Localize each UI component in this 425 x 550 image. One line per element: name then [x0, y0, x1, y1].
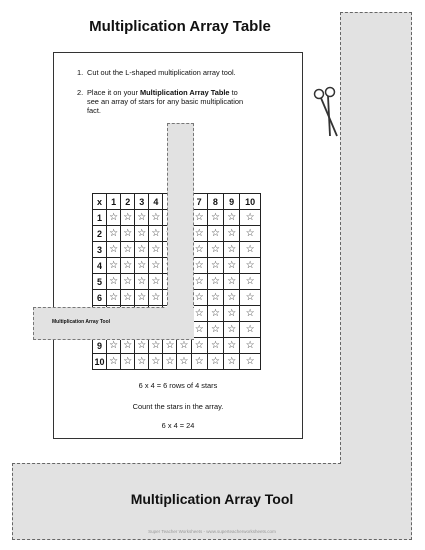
- star-cell: ☆: [224, 290, 240, 306]
- star-cell: ☆: [107, 226, 121, 242]
- star-cell: ☆: [149, 258, 163, 274]
- star-cell: ☆: [240, 290, 261, 306]
- star-cell: ☆: [207, 306, 223, 322]
- row-header: 3: [93, 242, 107, 258]
- column-header: 10: [240, 194, 261, 210]
- column-header: 7: [191, 194, 207, 210]
- star-cell: ☆: [224, 274, 240, 290]
- star-cell: ☆: [149, 354, 163, 370]
- star-cell: ☆: [240, 242, 261, 258]
- star-cell: ☆: [207, 322, 223, 338]
- star-cell: ☆: [207, 258, 223, 274]
- star-cell: ☆: [121, 210, 135, 226]
- column-header: 3: [135, 194, 149, 210]
- star-cell: ☆: [135, 338, 149, 354]
- star-cell: ☆: [107, 258, 121, 274]
- instruction-number: 2.: [77, 88, 84, 97]
- cutout-tool-vertical-arm[interactable]: [340, 12, 412, 475]
- star-cell: ☆: [207, 226, 223, 242]
- star-cell: ☆: [107, 242, 121, 258]
- star-cell: ☆: [224, 338, 240, 354]
- star-cell: ☆: [135, 210, 149, 226]
- table-corner-cell: x: [93, 194, 107, 210]
- instruction-2: [77, 88, 292, 118]
- star-cell: ☆: [191, 322, 207, 338]
- star-cell: ☆: [240, 306, 261, 322]
- star-cell: ☆: [240, 258, 261, 274]
- row-header: 2: [93, 226, 107, 242]
- star-cell: ☆: [191, 338, 207, 354]
- row-header: 4: [93, 258, 107, 274]
- star-cell: ☆: [224, 210, 240, 226]
- instruction-text-post: to: [229, 88, 238, 97]
- star-cell: ☆: [191, 290, 207, 306]
- star-cell: ☆: [163, 338, 177, 354]
- column-header: 8: [207, 194, 223, 210]
- column-header: 2: [121, 194, 135, 210]
- star-cell: ☆: [207, 274, 223, 290]
- star-cell: ☆: [107, 290, 121, 306]
- column-header: 4: [149, 194, 163, 210]
- star-cell: ☆: [121, 258, 135, 274]
- star-cell: ☆: [149, 290, 163, 306]
- instruction-text: Cut out the L-shaped multiplication array tool.: [87, 68, 236, 77]
- array-tool-label: Multiplication Array Tool: [52, 319, 111, 325]
- star-cell: ☆: [149, 242, 163, 258]
- star-cell: ☆: [224, 322, 240, 338]
- column-header: 1: [107, 194, 121, 210]
- table-row: [93, 354, 261, 370]
- star-cell: ☆: [191, 226, 207, 242]
- star-cell: ☆: [135, 274, 149, 290]
- star-cell: ☆: [149, 338, 163, 354]
- star-cell: ☆: [135, 290, 149, 306]
- star-cell: ☆: [207, 210, 223, 226]
- cutout-tool-corner: [341, 462, 411, 465]
- star-cell: ☆: [191, 274, 207, 290]
- star-cell: ☆: [107, 338, 121, 354]
- star-cell: ☆: [191, 258, 207, 274]
- row-header: 6: [93, 290, 107, 306]
- footer-credit: Super Teacher Worksheets - www.superteacherworksheets.com: [148, 529, 276, 534]
- star-cell: ☆: [191, 306, 207, 322]
- equation-caption: 6 x 4 = 6 rows of 4 stars: [138, 381, 218, 390]
- instruction-text-bold: Multiplication Array Table: [140, 88, 230, 97]
- star-cell: ☆: [191, 354, 207, 370]
- star-cell: ☆: [107, 354, 121, 370]
- star-cell: ☆: [191, 210, 207, 226]
- star-cell: ☆: [224, 354, 240, 370]
- result-caption: 6 x 4 = 24: [161, 421, 195, 430]
- page-title: Multiplication Array Table: [89, 18, 271, 35]
- star-cell: ☆: [121, 226, 135, 242]
- star-cell: ☆: [207, 290, 223, 306]
- star-cell: ☆: [107, 274, 121, 290]
- instruction-text: [87, 88, 238, 97]
- row-header: 9: [93, 338, 107, 354]
- star-cell: ☆: [135, 242, 149, 258]
- instruction-text-line: see an array of stars for any basic multiplication: [87, 97, 244, 106]
- star-cell: ☆: [121, 354, 135, 370]
- star-cell: ☆: [224, 242, 240, 258]
- scissors-icon: [313, 86, 341, 142]
- row-header: 5: [93, 274, 107, 290]
- star-cell: ☆: [224, 258, 240, 274]
- star-cell: ☆: [240, 322, 261, 338]
- star-cell: ☆: [191, 242, 207, 258]
- array-tool-corner: [166, 307, 193, 339]
- star-cell: ☆: [135, 354, 149, 370]
- star-cell: ☆: [177, 338, 191, 354]
- cutout-tool-edge: [12, 463, 341, 464]
- row-header: 10: [93, 354, 107, 370]
- star-cell: ☆: [224, 306, 240, 322]
- star-cell: ☆: [224, 226, 240, 242]
- star-cell: ☆: [121, 274, 135, 290]
- instruction-text-pre: Place it on your: [87, 88, 140, 97]
- cutout-tool-label: Multiplication Array Tool: [130, 491, 294, 507]
- column-header: 9: [224, 194, 240, 210]
- instruction-1: [77, 68, 287, 80]
- row-header: 1: [93, 210, 107, 226]
- star-cell: ☆: [149, 274, 163, 290]
- star-cell: ☆: [207, 354, 223, 370]
- star-cell: ☆: [149, 210, 163, 226]
- star-cell: ☆: [207, 338, 223, 354]
- star-cell: ☆: [207, 242, 223, 258]
- star-cell: ☆: [240, 210, 261, 226]
- star-cell: ☆: [135, 226, 149, 242]
- star-cell: ☆: [149, 226, 163, 242]
- star-cell: ☆: [121, 338, 135, 354]
- star-cell: ☆: [177, 354, 191, 370]
- star-cell: ☆: [121, 290, 135, 306]
- count-caption: Count the stars in the array.: [132, 402, 224, 411]
- star-cell: ☆: [163, 354, 177, 370]
- star-cell: ☆: [240, 274, 261, 290]
- star-cell: ☆: [240, 354, 261, 370]
- star-cell: ☆: [107, 210, 121, 226]
- instruction-text-line: fact.: [87, 106, 101, 115]
- star-cell: ☆: [240, 338, 261, 354]
- star-cell: ☆: [135, 258, 149, 274]
- star-cell: ☆: [240, 226, 261, 242]
- star-cell: ☆: [121, 242, 135, 258]
- instruction-number: 1.: [77, 68, 84, 77]
